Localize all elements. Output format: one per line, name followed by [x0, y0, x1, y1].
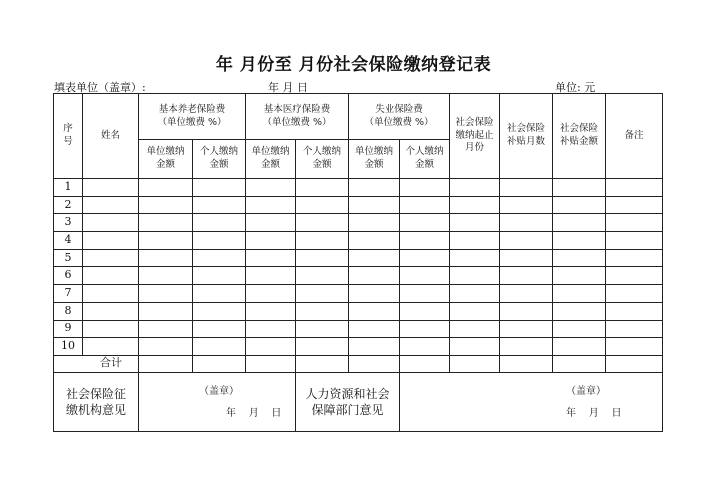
pension-header-text: 基本养老保险费 （单位缴费 %） — [157, 103, 227, 128]
entry-cell[interactable] — [349, 179, 400, 197]
entry-cell[interactable] — [606, 179, 663, 197]
entry-cell[interactable] — [349, 214, 400, 232]
medical-header-text: 基本医疗保险费 （单位缴费 %） — [262, 103, 332, 128]
entry-cell[interactable] — [349, 267, 400, 285]
row-number: 3 — [54, 214, 83, 232]
entry-cell[interactable] — [139, 232, 193, 250]
ss-date-label: 年 月 日 — [226, 407, 282, 419]
entry-cell[interactable] — [606, 249, 663, 267]
name-header: 姓名 — [83, 94, 139, 179]
entry-cell[interactable] — [349, 196, 400, 214]
medical-header — [246, 94, 349, 140]
entry-cell[interactable] — [553, 232, 606, 250]
entry-cell[interactable] — [139, 320, 193, 338]
table-row — [54, 179, 663, 197]
entry-cell[interactable] — [349, 232, 400, 250]
entry-cell[interactable] — [139, 179, 193, 197]
entry-cell[interactable] — [553, 196, 606, 214]
entry-cell[interactable] — [553, 320, 606, 338]
entry-cell[interactable] — [400, 249, 450, 267]
row-number: 2 — [54, 196, 83, 214]
table-row — [54, 196, 663, 214]
total-cell[interactable] — [606, 355, 663, 372]
entry-cell[interactable] — [83, 338, 139, 356]
entry-cell[interactable] — [500, 196, 553, 214]
row-number: 6 — [54, 267, 83, 285]
total-cell[interactable] — [246, 355, 296, 372]
entry-cell[interactable] — [246, 214, 296, 232]
ss-seal-area[interactable] — [139, 372, 296, 431]
entry-cell[interactable] — [606, 196, 663, 214]
row-number: 10 — [54, 338, 83, 356]
entry-cell[interactable] — [400, 267, 450, 285]
entry-cell[interactable] — [246, 196, 296, 214]
ss-seal-label: （盖章） — [199, 385, 239, 397]
entry-cell[interactable] — [400, 338, 450, 356]
hr-seal-area[interactable] — [400, 372, 663, 431]
total-cell[interactable] — [400, 355, 450, 372]
unemployment-unit-pay-header: 单位缴纳 金额 — [349, 140, 400, 179]
table-row — [54, 338, 663, 356]
entry-cell[interactable] — [83, 320, 139, 338]
total-cell[interactable] — [450, 355, 500, 372]
entry-cell[interactable] — [553, 302, 606, 320]
entry-cell[interactable] — [296, 232, 349, 250]
period-header — [450, 94, 500, 179]
hr-opinion-label — [296, 372, 400, 431]
entry-cell[interactable] — [83, 232, 139, 250]
entry-cell[interactable] — [296, 338, 349, 356]
entry-cell[interactable] — [349, 249, 400, 267]
table-row — [54, 232, 663, 250]
entry-cell[interactable] — [500, 214, 553, 232]
entry-cell[interactable] — [450, 179, 500, 197]
entry-cell[interactable] — [450, 232, 500, 250]
entry-cell[interactable] — [400, 232, 450, 250]
entry-cell[interactable] — [296, 302, 349, 320]
entry-cell[interactable] — [400, 179, 450, 197]
entry-cell[interactable] — [139, 285, 193, 303]
entry-cell[interactable] — [83, 285, 139, 303]
medical-unit-pay-header: 单位缴纳 金额 — [246, 140, 296, 179]
ss-opinion-label — [54, 372, 139, 431]
entry-cell[interactable] — [553, 267, 606, 285]
period-header-text: 社会保险 缴纳起止 月份 — [455, 116, 494, 154]
table-row — [54, 320, 663, 338]
entry-cell[interactable] — [83, 214, 139, 232]
row-number: 4 — [54, 232, 83, 250]
entry-cell[interactable] — [193, 285, 246, 303]
medical-personal-pay-header: 个人缴纳 金额 — [296, 140, 349, 179]
hr-opinion-text: 人力资源和社会 保障部门意见 — [305, 386, 390, 417]
entry-cell[interactable] — [193, 179, 246, 197]
total-cell[interactable] — [139, 355, 193, 372]
entry-cell[interactable] — [349, 285, 400, 303]
entry-cell[interactable] — [450, 338, 500, 356]
entry-cell[interactable] — [500, 285, 553, 303]
entry-cell[interactable] — [296, 179, 349, 197]
entry-cell[interactable] — [246, 249, 296, 267]
total-cell[interactable] — [553, 355, 606, 372]
unemployment-header — [349, 94, 450, 140]
row-number: 1 — [54, 179, 83, 197]
hr-date-label: 年 月 日 — [566, 407, 622, 419]
entry-cell[interactable] — [193, 267, 246, 285]
unemployment-personal-pay-header: 个人缴纳 金额 — [400, 140, 450, 179]
subsidy-amount-header-text: 社会保险 补贴金额 — [560, 123, 599, 147]
entry-cell[interactable] — [246, 267, 296, 285]
entry-cell[interactable] — [400, 302, 450, 320]
entry-cell[interactable] — [606, 285, 663, 303]
entry-cell[interactable] — [296, 320, 349, 338]
registration-table — [53, 93, 663, 432]
entry-cell[interactable] — [139, 249, 193, 267]
page-title: 年 月份至 月份社会保险缴纳登记表 — [215, 55, 492, 75]
entry-cell[interactable] — [349, 302, 400, 320]
entry-cell[interactable] — [553, 179, 606, 197]
entry-cell[interactable] — [553, 285, 606, 303]
entry-cell[interactable] — [450, 285, 500, 303]
remarks-header: 备注 — [606, 94, 663, 179]
table-row — [54, 285, 663, 303]
entry-cell[interactable] — [500, 338, 553, 356]
entry-cell[interactable] — [553, 338, 606, 356]
entry-cell[interactable] — [400, 285, 450, 303]
entry-cell[interactable] — [500, 302, 553, 320]
entry-cell[interactable] — [500, 179, 553, 197]
entry-cell[interactable] — [246, 320, 296, 338]
ss-opinion-text: 社会保险征 缴机构意见 — [65, 386, 126, 417]
entry-cell[interactable] — [606, 302, 663, 320]
entry-cell[interactable] — [193, 232, 246, 250]
entry-cell[interactable] — [139, 302, 193, 320]
table-row — [54, 214, 663, 232]
entry-cell[interactable] — [296, 196, 349, 214]
entry-cell[interactable] — [193, 320, 246, 338]
entry-cell[interactable] — [193, 302, 246, 320]
row-number: 8 — [54, 302, 83, 320]
pension-header — [139, 94, 246, 140]
entry-cell[interactable] — [500, 249, 553, 267]
entry-cell[interactable] — [349, 320, 400, 338]
entry-cell[interactable] — [139, 267, 193, 285]
entry-cell[interactable] — [450, 249, 500, 267]
currency-unit-label: 单位: 元 — [555, 81, 596, 94]
entry-cell[interactable] — [83, 302, 139, 320]
entry-cell[interactable] — [296, 214, 349, 232]
entry-cell[interactable] — [139, 196, 193, 214]
entry-cell[interactable] — [193, 196, 246, 214]
total-cell[interactable] — [500, 355, 553, 372]
entry-cell[interactable] — [400, 196, 450, 214]
table-row — [54, 249, 663, 267]
total-label: 合计 — [54, 355, 139, 372]
entry-cell[interactable] — [606, 338, 663, 356]
entry-cell[interactable] — [246, 232, 296, 250]
entry-cell[interactable] — [450, 302, 500, 320]
total-cell[interactable] — [349, 355, 400, 372]
entry-cell[interactable] — [400, 214, 450, 232]
row-number: 9 — [54, 320, 83, 338]
entry-cell[interactable] — [606, 232, 663, 250]
entry-cell[interactable] — [193, 338, 246, 356]
entry-cell[interactable] — [500, 320, 553, 338]
entry-cell[interactable] — [139, 214, 193, 232]
row-number: 5 — [54, 249, 83, 267]
total-cell[interactable] — [193, 355, 246, 372]
entry-cell[interactable] — [296, 267, 349, 285]
entry-cell[interactable] — [83, 179, 139, 197]
entry-cell[interactable] — [553, 214, 606, 232]
form-date-label: 年 月 日 — [268, 81, 308, 94]
subsidy-amount-header — [553, 94, 606, 179]
entry-cell[interactable] — [450, 214, 500, 232]
row-number: 7 — [54, 285, 83, 303]
entry-cell[interactable] — [606, 214, 663, 232]
unemployment-header-text: 失业保险费 （单位缴费 %） — [364, 103, 434, 128]
subsidy-months-header — [500, 94, 553, 179]
seq-header-text: 序 号 — [63, 123, 73, 147]
entry-cell[interactable] — [193, 214, 246, 232]
entry-cell[interactable] — [450, 267, 500, 285]
table-row — [54, 267, 663, 285]
entry-cell[interactable] — [450, 320, 500, 338]
pension-unit-pay-header: 单位缴纳 金额 — [139, 140, 193, 179]
entry-cell[interactable] — [553, 249, 606, 267]
entry-cell[interactable] — [606, 267, 663, 285]
seq-header — [54, 94, 83, 179]
entry-cell[interactable] — [83, 196, 139, 214]
entry-cell[interactable] — [83, 267, 139, 285]
filling-unit-label: 填表单位（盖章）: — [54, 81, 146, 94]
entry-cell[interactable] — [500, 267, 553, 285]
entry-cell[interactable] — [606, 320, 663, 338]
entry-cell[interactable] — [500, 232, 553, 250]
entry-cell[interactable] — [193, 249, 246, 267]
subsidy-months-header-text: 社会保险 补贴月数 — [507, 123, 546, 147]
entry-cell[interactable] — [246, 179, 296, 197]
total-cell[interactable] — [296, 355, 349, 372]
entry-cell[interactable] — [400, 320, 450, 338]
entry-cell[interactable] — [450, 196, 500, 214]
entry-cell[interactable] — [296, 285, 349, 303]
table-row — [54, 302, 663, 320]
entry-cell[interactable] — [246, 285, 296, 303]
entry-cell[interactable] — [349, 338, 400, 356]
hr-seal-label: （盖章） — [566, 385, 607, 397]
pension-personal-pay-header: 个人缴纳 金额 — [193, 140, 246, 179]
entry-cell[interactable] — [296, 249, 349, 267]
entry-cell[interactable] — [83, 249, 139, 267]
entry-cell[interactable] — [139, 338, 193, 356]
entry-cell[interactable] — [246, 302, 296, 320]
entry-cell[interactable] — [246, 338, 296, 356]
